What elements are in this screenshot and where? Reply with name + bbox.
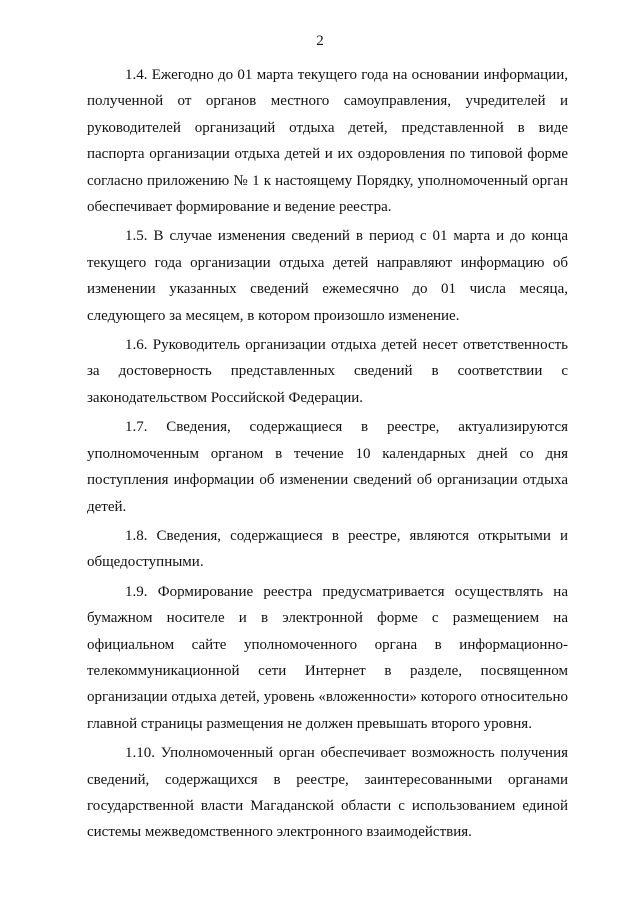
paragraph-1-6: 1.6. Руководитель организации отдыха детей несет ответственность за достоверность представленных сведений в соответствии с законодательством Российской Федерации. [87,337,568,406]
page-number: 2 [316,33,324,49]
document-body [87,62,568,849]
paragraph-1-9: 1.9. Формирование реестра предусматривается осуществлять на бумажном носителе и в электронной форме с размещением на официальном сайте уполномоченного органа в информационно-телекоммуникационной сети Интернет в разделе, посвященном организации отдыха детей, уровень «вложенности» которого относительно главной страницы размещения не должен превышать второго уровня. [87,583,568,732]
paragraph-1-7: 1.7. Сведения, содержащиеся в реестре, актуализируются уполномоченным органом в течение 10 календарных дней со дня поступления информации об изменении сведений об организации отдыха детей. [87,419,568,515]
paragraph-1-10: 1.10. Уполномоченный орган обеспечивает возможность получения сведений, содержащихся в реестре, заинтересованными органами государственной власти Магаданской области с использованием единой системы межведомственного электронного взаимодействия. [87,745,568,841]
paragraph-1-5: 1.5. В случае изменения сведений в период с 01 марта и до конца текущего года организации отдыха детей направляют информацию об изменении указанных сведений ежемесячно до 01 числа месяца, следующего за месяцем, в котором произошло изменение. [87,228,568,324]
paragraph-1-4: 1.4. Ежегодно до 01 марта текущего года на основании информации, полученной от органов местного самоуправления, учредителей и руководителей организаций отдыха детей, представленной в виде паспорта организации отдыха детей и их оздоровления по типовой форме согласно приложению № 1 к настоящему Порядку, уполномоченный орган обеспечивает формирование и ведение реестра. [87,67,568,216]
paragraph-1-8: 1.8. Сведения, содержащиеся в реестре, являются открытыми и общедоступными. [87,527,568,571]
